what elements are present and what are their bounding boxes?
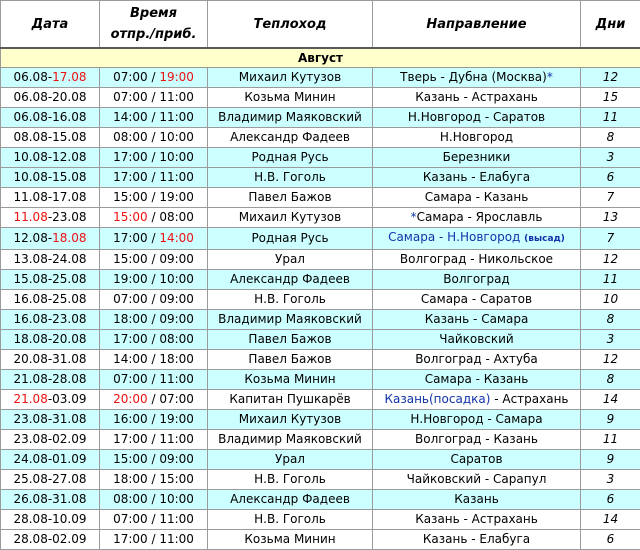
col-header-ship: Теплоход xyxy=(208,1,373,49)
trip-days: 8 xyxy=(581,310,640,330)
col-header-time xyxy=(100,1,208,49)
trip-date xyxy=(1,430,100,450)
trip-time xyxy=(100,270,208,290)
trip-date xyxy=(1,250,100,270)
dir-segment: Тверь - Дубна (Москва) xyxy=(400,70,547,84)
time-segment: 15:00 / 19:00 xyxy=(113,190,194,204)
trip-ship: Михаил Кутузов xyxy=(208,208,373,228)
header-row xyxy=(1,1,640,49)
trip-direction xyxy=(373,290,581,310)
trip-direction xyxy=(373,208,581,228)
trip-row xyxy=(1,390,640,410)
dir-segment: * xyxy=(411,210,417,224)
trip-direction xyxy=(373,390,581,410)
time-segment: 08:00 / 10:00 xyxy=(113,130,194,144)
trip-date xyxy=(1,350,100,370)
dir-segment: Чайковский xyxy=(439,332,513,346)
trip-days: 15 xyxy=(581,88,640,108)
dir-segment: Н.Новгород xyxy=(447,230,524,244)
trip-row xyxy=(1,148,640,168)
trip-date xyxy=(1,270,100,290)
trip-date xyxy=(1,228,100,250)
trip-row xyxy=(1,188,640,208)
trip-ship: Александр Фадеев xyxy=(208,270,373,290)
trip-date xyxy=(1,128,100,148)
trip-direction xyxy=(373,128,581,148)
trip-ship: Родная Русь xyxy=(208,228,373,250)
trip-days: 12 xyxy=(581,250,640,270)
trip-direction xyxy=(373,108,581,128)
trip-date xyxy=(1,450,100,470)
trip-date xyxy=(1,68,100,88)
trip-row xyxy=(1,290,640,310)
dir-segment: Н.Новгород - Саратов xyxy=(408,110,545,124)
trip-direction xyxy=(373,228,581,250)
trip-days: 11 xyxy=(581,108,640,128)
trip-days: 12 xyxy=(581,68,640,88)
trip-date xyxy=(1,148,100,168)
trip-direction xyxy=(373,270,581,290)
date-segment: 23.08-02.09 xyxy=(13,432,86,446)
trip-row xyxy=(1,490,640,510)
trip-ship: Н.В. Гоголь xyxy=(208,470,373,490)
trip-ship: Н.В. Гоголь xyxy=(208,290,373,310)
date-segment: 18.08 xyxy=(52,231,86,245)
date-segment: 08.08-15.08 xyxy=(13,130,86,144)
trip-time xyxy=(100,470,208,490)
trip-days: 6 xyxy=(581,168,640,188)
trip-ship: Козьма Минин xyxy=(208,530,373,550)
trip-time xyxy=(100,350,208,370)
trip-ship: Владимир Маяковский xyxy=(208,108,373,128)
dir-segment: Самара - Ярославль xyxy=(417,210,543,224)
trip-time xyxy=(100,68,208,88)
month-row xyxy=(1,48,640,68)
date-segment: 18.08-20.08 xyxy=(13,332,86,346)
time-segment: 17:00 / 10:00 xyxy=(113,150,194,164)
trip-row xyxy=(1,88,640,108)
trip-days: 6 xyxy=(581,530,640,550)
col-header-direction: Направление xyxy=(373,1,581,49)
time-segment: 17:00 / 08:00 xyxy=(113,332,194,346)
time-segment: 08:00 / 10:00 xyxy=(113,492,194,506)
dir-segment: Самара - xyxy=(388,230,447,244)
trip-ship: Павел Бажов xyxy=(208,188,373,208)
trip-ship: Козьма Минин xyxy=(208,88,373,108)
trip-time xyxy=(100,530,208,550)
time-segment: 07:00 / 11:00 xyxy=(113,512,194,526)
date-segment: 15.08-25.08 xyxy=(13,272,86,286)
trip-ship: Родная Русь xyxy=(208,148,373,168)
dir-segment: Н.Новгород xyxy=(440,130,513,144)
col-header-time-line1: Время xyxy=(130,6,177,21)
time-segment: 07:00 / 11:00 xyxy=(113,372,194,386)
dir-segment: Казань xyxy=(454,492,499,506)
trip-days: 13 xyxy=(581,208,640,228)
trip-time xyxy=(100,510,208,530)
trip-time xyxy=(100,108,208,128)
dir-segment: Казань(посадка) xyxy=(384,392,490,406)
time-segment: 17:00 / xyxy=(113,231,159,245)
trip-time xyxy=(100,208,208,228)
date-segment: 21.08-28.08 xyxy=(13,372,86,386)
trip-row xyxy=(1,108,640,128)
trip-ship: Владимир Маяковский xyxy=(208,310,373,330)
dir-segment: Казань - Астрахань xyxy=(415,90,538,104)
trip-days: 6 xyxy=(581,490,640,510)
time-segment: 15:00 xyxy=(113,210,148,224)
time-segment: 07:00 / 11:00 xyxy=(113,90,194,104)
col-header-date: Дата xyxy=(1,1,100,49)
trip-ship: Капитан Пушкарёв xyxy=(208,390,373,410)
trip-direction xyxy=(373,148,581,168)
trip-direction xyxy=(373,188,581,208)
trip-row xyxy=(1,68,640,88)
dir-segment: (высад) xyxy=(524,234,565,244)
dir-segment: Казань - Елабуга xyxy=(423,170,530,184)
dir-segment: Волгоград - Казань xyxy=(415,432,538,446)
col-header-days: Дни xyxy=(581,1,640,49)
date-segment: -03.09 xyxy=(48,392,87,406)
dir-segment: Волгоград - Ахтуба xyxy=(415,352,538,366)
dir-segment: Самара - Саратов xyxy=(421,292,532,306)
trip-ship: Александр Фадеев xyxy=(208,490,373,510)
time-segment: 17:00 / 11:00 xyxy=(113,170,194,184)
trip-row xyxy=(1,168,640,188)
trip-direction xyxy=(373,370,581,390)
date-segment: 20.08-31.08 xyxy=(13,352,86,366)
trip-time xyxy=(100,490,208,510)
date-segment: 12.08- xyxy=(13,231,52,245)
date-segment: 28.08-10.09 xyxy=(13,512,86,526)
trip-direction xyxy=(373,250,581,270)
time-segment: / 08:00 xyxy=(148,210,194,224)
date-segment: 06.08-16.08 xyxy=(13,110,86,124)
trip-date xyxy=(1,88,100,108)
trip-ship: Н.В. Гоголь xyxy=(208,168,373,188)
date-segment: 10.08-12.08 xyxy=(13,150,86,164)
dir-segment: Казань - Самара xyxy=(425,312,529,326)
trip-date xyxy=(1,470,100,490)
time-segment: 15:00 / 09:00 xyxy=(113,252,194,266)
trip-ship: Александр Фадеев xyxy=(208,128,373,148)
dir-segment: Березники xyxy=(443,150,511,164)
trip-direction xyxy=(373,490,581,510)
trip-date xyxy=(1,330,100,350)
trip-days: 9 xyxy=(581,450,640,470)
trip-ship: Козьма Минин xyxy=(208,370,373,390)
trip-days: 3 xyxy=(581,330,640,350)
trip-direction xyxy=(373,410,581,430)
trip-date xyxy=(1,188,100,208)
trip-days: 9 xyxy=(581,410,640,430)
trip-ship: Михаил Кутузов xyxy=(208,68,373,88)
dir-segment: Самара - Казань xyxy=(425,372,529,386)
date-segment: 28.08-02.09 xyxy=(13,532,86,546)
trip-row xyxy=(1,470,640,490)
time-segment: 16:00 / 19:00 xyxy=(113,412,194,426)
time-segment: 14:00 / 18:00 xyxy=(113,352,194,366)
dir-segment: Волгоград - Никольское xyxy=(400,252,553,266)
dir-segment: Казань - Елабуга xyxy=(423,532,530,546)
trip-days: 8 xyxy=(581,128,640,148)
trip-direction xyxy=(373,510,581,530)
trip-row xyxy=(1,310,640,330)
trip-days: 11 xyxy=(581,430,640,450)
time-segment: 07:00 / 09:00 xyxy=(113,292,194,306)
trip-time xyxy=(100,228,208,250)
trip-time xyxy=(100,410,208,430)
trip-ship: Павел Бажов xyxy=(208,330,373,350)
date-segment: 25.08-27.08 xyxy=(13,472,86,486)
dir-segment: Саратов xyxy=(450,452,502,466)
dir-segment: Самара - Казань xyxy=(425,190,529,204)
date-segment: 21.08 xyxy=(13,392,47,406)
trip-row xyxy=(1,410,640,430)
trip-time xyxy=(100,310,208,330)
trip-days: 3 xyxy=(581,470,640,490)
trip-days: 11 xyxy=(581,270,640,290)
date-segment: 06.08-20.08 xyxy=(13,90,86,104)
time-segment: 07:00 / xyxy=(113,70,159,84)
trip-time xyxy=(100,430,208,450)
trip-days: 14 xyxy=(581,390,640,410)
trip-ship: Владимир Маяковский xyxy=(208,430,373,450)
trip-row xyxy=(1,430,640,450)
trip-time xyxy=(100,370,208,390)
trip-date xyxy=(1,510,100,530)
trip-time xyxy=(100,330,208,350)
date-segment: 17.08 xyxy=(52,70,86,84)
trip-row xyxy=(1,250,640,270)
trip-direction xyxy=(373,530,581,550)
trip-direction xyxy=(373,88,581,108)
trip-days: 10 xyxy=(581,290,640,310)
trip-row xyxy=(1,350,640,370)
dir-segment: - Астрахань xyxy=(490,392,568,406)
trip-row xyxy=(1,330,640,350)
trip-date xyxy=(1,310,100,330)
trip-time xyxy=(100,128,208,148)
dir-segment: Казань - Астрахань xyxy=(415,512,538,526)
trip-date xyxy=(1,108,100,128)
date-segment: -23.08 xyxy=(48,210,87,224)
date-segment: 23.08-31.08 xyxy=(13,412,86,426)
time-segment: / 07:00 xyxy=(148,392,194,406)
trip-time xyxy=(100,168,208,188)
date-segment: 16.08-25.08 xyxy=(13,292,86,306)
trip-date xyxy=(1,390,100,410)
trip-days: 8 xyxy=(581,370,640,390)
time-segment: 14:00 xyxy=(159,231,194,245)
time-segment: 14:00 / 11:00 xyxy=(113,110,194,124)
trip-date xyxy=(1,530,100,550)
trip-ship: Н.В. Гоголь xyxy=(208,510,373,530)
time-segment: 19:00 xyxy=(159,70,194,84)
date-segment: 16.08-23.08 xyxy=(13,312,86,326)
trip-direction xyxy=(373,168,581,188)
trip-row xyxy=(1,510,640,530)
time-segment: 18:00 / 09:00 xyxy=(113,312,194,326)
time-segment: 17:00 / 11:00 xyxy=(113,432,194,446)
trip-date xyxy=(1,208,100,228)
dir-segment: Чайковский - Сарапул xyxy=(407,472,547,486)
trip-time xyxy=(100,290,208,310)
trip-row xyxy=(1,370,640,390)
date-segment: 06.08- xyxy=(13,70,52,84)
dir-segment: * xyxy=(547,70,553,84)
dir-segment: Н.Новгород - Самара xyxy=(410,412,542,426)
trip-row xyxy=(1,208,640,228)
time-segment: 17:00 / 11:00 xyxy=(113,532,194,546)
dir-segment: Волгоград xyxy=(443,272,509,286)
trip-time xyxy=(100,88,208,108)
trip-ship: Павел Бажов xyxy=(208,350,373,370)
trip-date xyxy=(1,168,100,188)
trip-direction xyxy=(373,330,581,350)
trip-days: 7 xyxy=(581,188,640,208)
trip-days: 7 xyxy=(581,228,640,250)
date-segment: 26.08-31.08 xyxy=(13,492,86,506)
trip-row xyxy=(1,270,640,290)
time-segment: 19:00 / 10:00 xyxy=(113,272,194,286)
trip-time xyxy=(100,148,208,168)
trip-row xyxy=(1,128,640,148)
trip-date xyxy=(1,490,100,510)
trip-ship: Урал xyxy=(208,250,373,270)
schedule-body xyxy=(1,48,640,550)
trip-row xyxy=(1,228,640,250)
trip-time xyxy=(100,450,208,470)
date-segment: 10.08-15.08 xyxy=(13,170,86,184)
time-segment: 15:00 / 09:00 xyxy=(113,452,194,466)
trip-time xyxy=(100,250,208,270)
trip-time xyxy=(100,188,208,208)
trip-date xyxy=(1,370,100,390)
trip-direction xyxy=(373,350,581,370)
trip-days: 3 xyxy=(581,148,640,168)
trip-direction xyxy=(373,68,581,88)
time-segment: 20:00 xyxy=(113,392,148,406)
trip-days: 12 xyxy=(581,350,640,370)
date-segment: 13.08-24.08 xyxy=(13,252,86,266)
date-segment: 11.08-17.08 xyxy=(13,190,86,204)
trip-row xyxy=(1,530,640,550)
month-label: Август xyxy=(1,48,640,68)
trip-row xyxy=(1,450,640,470)
trip-days: 14 xyxy=(581,510,640,530)
trip-direction xyxy=(373,470,581,490)
trip-direction xyxy=(373,430,581,450)
trip-direction xyxy=(373,310,581,330)
trip-ship: Урал xyxy=(208,450,373,470)
date-segment: 11.08 xyxy=(13,210,47,224)
time-segment: 18:00 / 15:00 xyxy=(113,472,194,486)
date-segment: 24.08-01.09 xyxy=(13,452,86,466)
trip-direction xyxy=(373,450,581,470)
col-header-time-line2: отпр./приб. xyxy=(111,27,197,42)
trip-date xyxy=(1,410,100,430)
trip-date xyxy=(1,290,100,310)
trip-time xyxy=(100,390,208,410)
trip-ship: Михаил Кутузов xyxy=(208,410,373,430)
